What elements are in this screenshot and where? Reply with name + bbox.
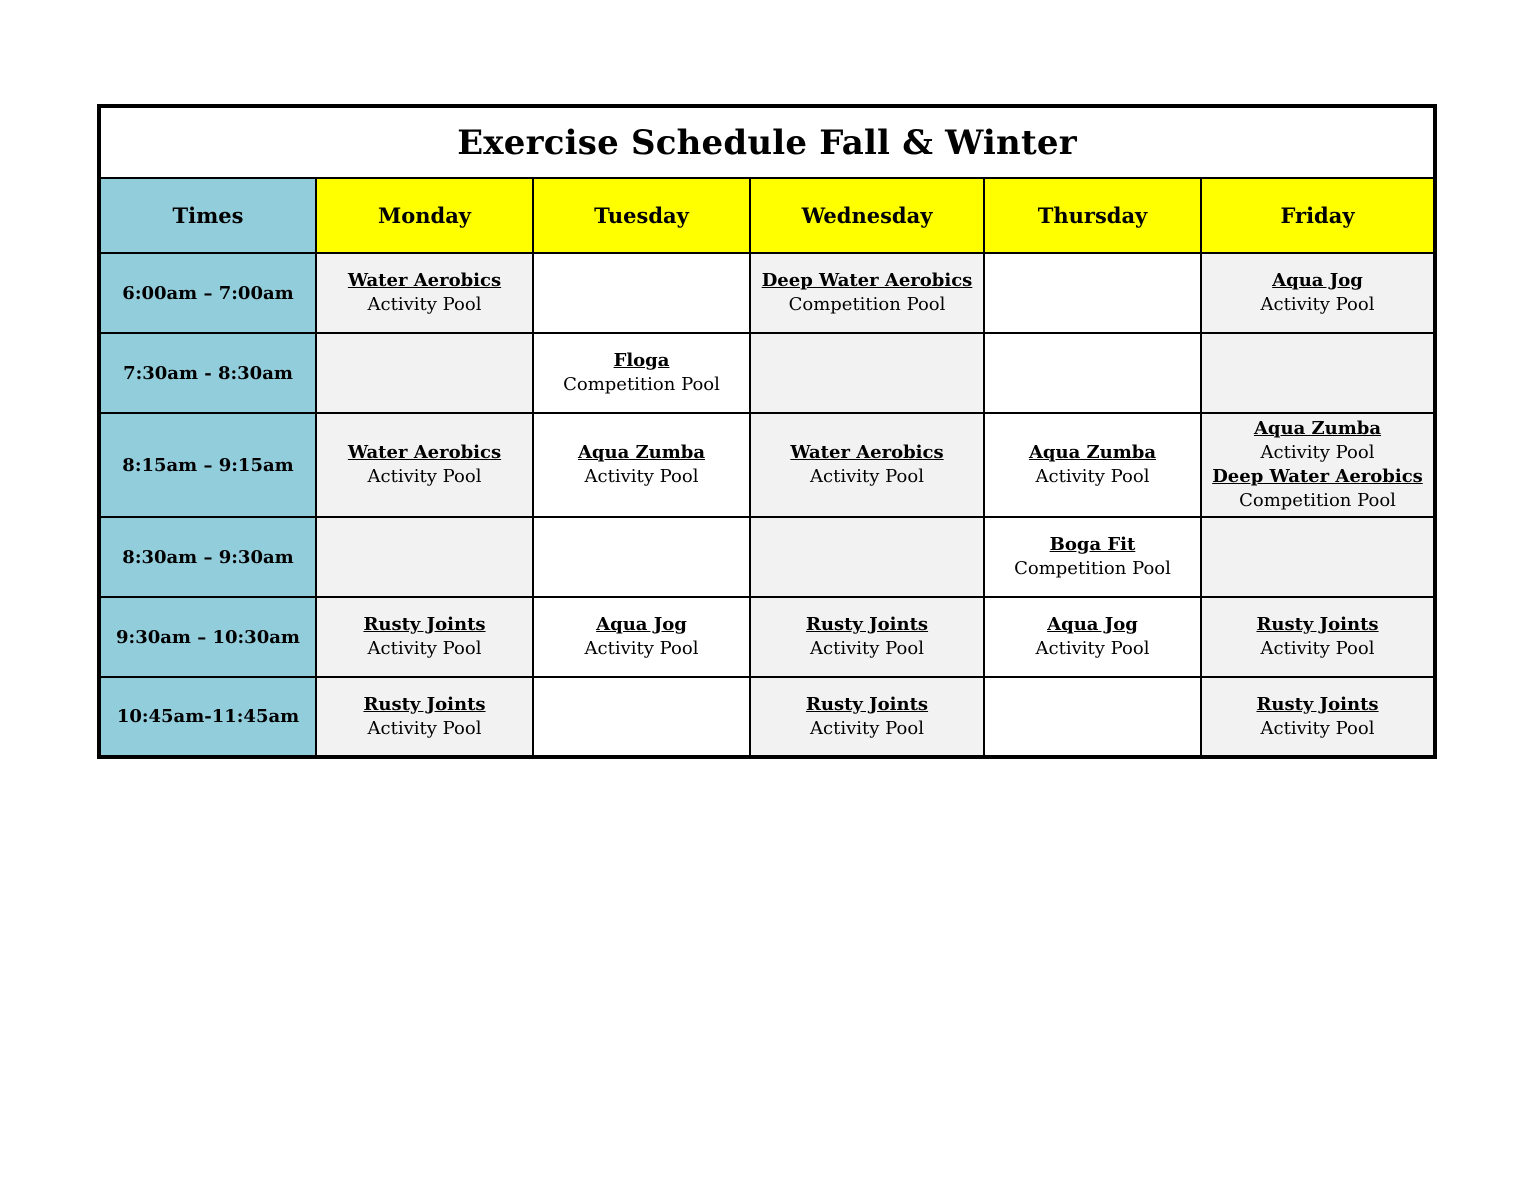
class-name: Water Aerobics	[347, 442, 502, 463]
schedule-title: Exercise Schedule Fall & Winter	[99, 106, 1435, 178]
schedule-row	[99, 413, 1435, 517]
class-location: Activity Pool	[367, 466, 482, 487]
times-header: Times	[99, 178, 316, 253]
schedule-row	[99, 597, 1435, 677]
class-location: Activity Pool	[1260, 442, 1375, 463]
class-name: Rusty Joints	[805, 614, 929, 635]
class-location: Activity Pool	[1260, 638, 1375, 659]
schedule-cell-monday	[316, 597, 533, 677]
schedule-cell-thursday	[984, 333, 1201, 413]
class-name: Aqua Jog	[1047, 614, 1138, 635]
schedule-row	[99, 333, 1435, 413]
class-name: Rusty Joints	[363, 693, 486, 715]
schedule-cell-friday	[1201, 597, 1435, 677]
class-location: Activity Pool	[810, 717, 924, 739]
class-location: Activity Pool	[367, 717, 482, 739]
time-slot-cell: 8:15am – 9:15am	[99, 413, 316, 517]
class-location: Activity Pool	[584, 466, 699, 487]
schedule-cell-wednesday	[750, 597, 984, 677]
class-location: Activity Pool	[810, 466, 924, 487]
time-slot-cell: 10:45am-11:45am	[99, 677, 316, 757]
time-slot-cell: 8:30am – 9:30am	[99, 517, 316, 597]
class-name: Water Aerobics	[790, 442, 944, 463]
day-header-tuesday: Tuesday	[533, 178, 750, 253]
class-location: Activity Pool	[1035, 638, 1150, 659]
schedule-cell-tuesday	[533, 677, 750, 757]
day-header-thursday: Thursday	[984, 178, 1201, 253]
schedule-row	[99, 517, 1435, 597]
schedule-body	[99, 253, 1435, 757]
class-name: Boga Fit	[1049, 534, 1136, 555]
schedule-cell-thursday	[984, 413, 1201, 517]
schedule-cell-monday	[316, 253, 533, 333]
schedule-row	[99, 677, 1435, 757]
class-name: Water Aerobics	[347, 270, 502, 291]
class-name: Rusty Joints	[1256, 614, 1379, 635]
class-location: Activity Pool	[810, 638, 924, 659]
schedule-cell-friday	[1201, 333, 1435, 413]
class-name: Deep Water Aerobics	[761, 270, 973, 291]
schedule-cell-wednesday	[750, 253, 984, 333]
class-location: Activity Pool	[584, 638, 699, 659]
schedule-cell-wednesday	[750, 413, 984, 517]
class-location: Activity Pool	[367, 638, 482, 659]
schedule-cell-thursday	[984, 597, 1201, 677]
class-name: Deep Water Aerobics	[1212, 466, 1423, 487]
day-header-wednesday: Wednesday	[750, 178, 984, 253]
schedule-cell-thursday	[984, 677, 1201, 757]
schedule-cell-monday	[316, 517, 533, 597]
schedule-cell-tuesday	[533, 253, 750, 333]
schedule-cell-friday	[1201, 517, 1435, 597]
class-name: Aqua Zumba	[1028, 442, 1157, 463]
schedule-cell-friday	[1201, 677, 1435, 757]
schedule-cell-tuesday	[533, 597, 750, 677]
schedule-cell-friday	[1201, 413, 1435, 517]
day-header-monday: Monday	[316, 178, 533, 253]
schedule-cell-wednesday	[750, 333, 984, 413]
schedule-cell-tuesday	[533, 517, 750, 597]
day-header-friday: Friday	[1201, 178, 1435, 253]
time-slot-cell: 7:30am - 8:30am	[99, 333, 316, 413]
schedule-cell-thursday	[984, 517, 1201, 597]
class-location: Activity Pool	[1260, 294, 1375, 315]
class-location: Activity Pool	[1035, 466, 1150, 487]
schedule-cell-friday	[1201, 253, 1435, 333]
class-name: Aqua Zumba	[1253, 418, 1382, 439]
schedule-cell-monday	[316, 677, 533, 757]
schedule-cell-thursday	[984, 253, 1201, 333]
class-name: Rusty Joints	[1256, 693, 1379, 715]
class-name: Aqua Jog	[596, 614, 687, 635]
schedule-row	[99, 253, 1435, 333]
class-location: Activity Pool	[367, 294, 482, 315]
schedule-cell-wednesday	[750, 517, 984, 597]
schedule-cell-wednesday	[750, 677, 984, 757]
class-name: Aqua Jog	[1272, 270, 1363, 291]
schedule-cell-monday	[316, 413, 533, 517]
class-location: Competition Pool	[1014, 558, 1171, 579]
class-name: Rusty Joints	[805, 693, 929, 715]
schedule-cell-tuesday	[533, 333, 750, 413]
schedule-cell-monday	[316, 333, 533, 413]
class-name: Aqua Zumba	[577, 442, 706, 463]
class-name: Floga	[613, 350, 670, 371]
class-location: Activity Pool	[1260, 717, 1375, 739]
header-row	[99, 178, 1435, 253]
class-location: Competition Pool	[788, 294, 946, 315]
class-location: Competition Pool	[563, 374, 720, 395]
class-name: Rusty Joints	[363, 614, 486, 635]
class-location: Competition Pool	[1239, 490, 1396, 511]
schedule-cell-tuesday	[533, 413, 750, 517]
exercise-schedule-table	[97, 104, 1437, 759]
time-slot-cell: 6:00am – 7:00am	[99, 253, 316, 333]
time-slot-cell: 9:30am – 10:30am	[99, 597, 316, 677]
